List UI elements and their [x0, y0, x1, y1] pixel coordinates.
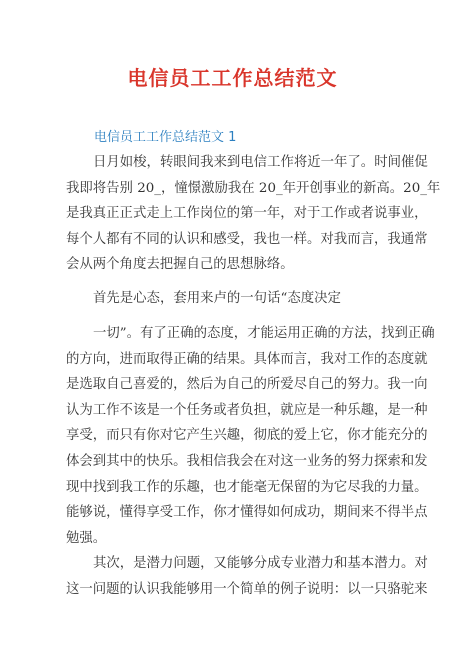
paragraph-line: 现中找到我工作的乐趣，也才能毫无保留的为它尽我的力量。	[66, 479, 428, 495]
paragraph-line: 体会到其中的快乐。我相信我会在对这一业务的努力探索和发	[66, 453, 428, 469]
paragraph-line: 是我真正正式走上工作岗位的第一年，对于工作或者说事业，	[66, 206, 428, 222]
paragraph-line: 一切”。有了正确的态度，才能运用正确的方法，找到正确	[93, 326, 435, 341]
paragraph-line: 其次，是潜力问题，又能够分成专业潜力和基本潜力。对	[93, 556, 428, 571]
paragraph-4	[66, 551, 428, 602]
section-heading: 电信员工工作总结范文 1	[94, 130, 237, 145]
paragraph-line: 会从两个角度去把握自己的思想脉络。	[66, 257, 294, 273]
paragraph-line: 日月如梭，转眼间我来到电信工作将近一年了。时间催促	[93, 155, 428, 170]
paragraph-line: 勉强。	[66, 530, 107, 546]
paragraph-line: 我即将告别 20_，憧憬激励我在 20_年开创事业的新高。20_年	[66, 180, 441, 196]
paragraph-line: 是选取自己喜爱的，然后为自己的所爱尽自己的努力。我一向	[66, 377, 428, 393]
paragraph-line: 首先是心态，套用来卢的一句话“态度决定	[93, 291, 341, 306]
paragraph-line: 的方向，进而取得正确的结果。具体而言，我对工作的态度就	[66, 351, 428, 367]
paragraph-line: 享受，而只有你对它产生兴趣，彻底的爱上它，你才能充分的	[66, 428, 428, 444]
paragraph-line: 能够说，懂得享受工作，你才懂得如何成功，期间来不得半点	[66, 505, 428, 521]
paragraph-line: 每个人都有不同的认识和感受，我也一样。对我而言，我通常	[66, 231, 428, 247]
paragraph-2	[66, 286, 402, 312]
paragraph-line: 这一问题的认识我能够用一个简单的例子说明：以一只骆驼来	[66, 581, 428, 597]
document-title: 电信员工工作总结范文	[127, 66, 338, 90]
paragraph-1	[66, 150, 441, 278]
paragraph-3	[66, 321, 435, 551]
paragraph-line: 认为工作不该是一个任务或者负担，就应是一种乐趣，是一种	[66, 402, 428, 418]
